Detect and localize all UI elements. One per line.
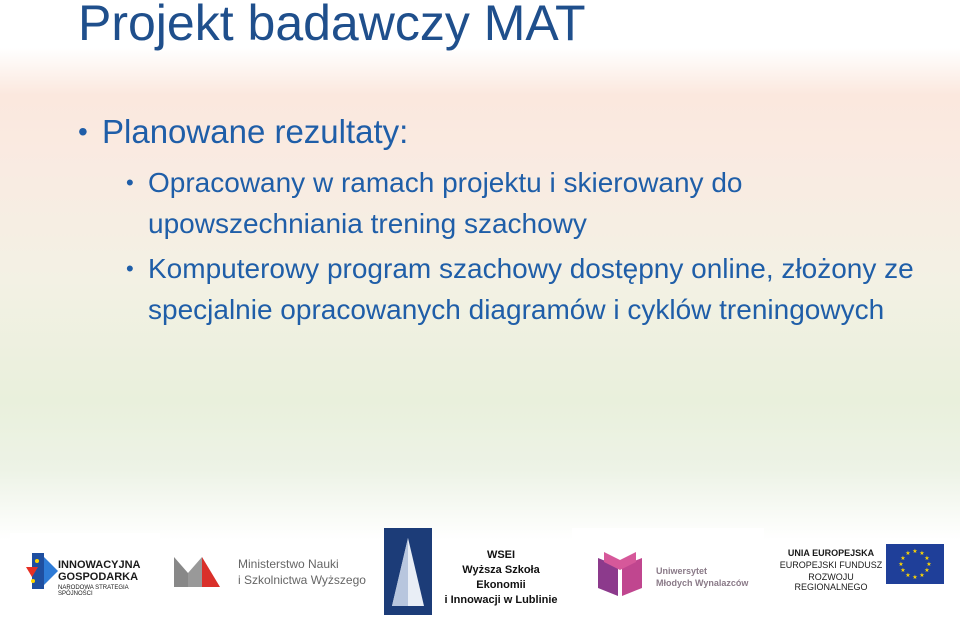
unia-europejska-logo: [770, 538, 950, 603]
wsei-full-name-1: Wyższa Szkoła Ekonomii: [462, 564, 540, 591]
svg-text:★: ★: [912, 548, 918, 555]
svg-text:★: ★: [924, 555, 930, 562]
ig-title-line2: GOSPODARKA: [58, 571, 139, 583]
mn-line2: i Szkolnictwa Wyższego: [238, 573, 366, 587]
svg-text:★: ★: [926, 561, 932, 568]
wsei-emblem: [384, 528, 432, 615]
svg-text:★: ★: [900, 567, 906, 574]
svg-text:★: ★: [919, 572, 925, 579]
ig-subtitle: NARODOWA STRATEGIA SPÓJNOŚCI: [58, 585, 129, 597]
sub-bullet-chess-training: • Opracowany w ramach projektu i skierowany do upowszechniania trening szachowy: [126, 162, 938, 244]
wsei-full-name-2: i Innowacji w Lublinie: [444, 594, 558, 606]
wsei-triangle-icon: [384, 528, 432, 615]
umw-line1: Uniwersytet: [656, 566, 708, 576]
ministerstwo-nauki-logo: [170, 543, 370, 598]
mn-emblem-icon: [174, 557, 222, 587]
svg-text:★: ★: [898, 561, 904, 568]
svg-text:★: ★: [924, 567, 930, 574]
mn-line1: Ministerstwo Nauki: [238, 557, 339, 571]
svg-text:★: ★: [905, 550, 911, 557]
eu-flag-icon: [886, 544, 944, 584]
innowacyjna-gospodarka-logo: [10, 533, 160, 613]
sub-bullet-list: [126, 162, 938, 330]
uniwersytet-mlodych-wynalazcow-logo: [572, 528, 764, 615]
umw-book-icon: [596, 550, 644, 600]
umw-line2: Młodych Wynalazców: [656, 578, 749, 588]
ue-line1: UNIA EUROPEJSKA: [787, 548, 875, 558]
bullet-planned-results: • Planowane rezultaty:: [78, 112, 938, 152]
ue-line2: EUROPEJSKI FUNDUSZ: [779, 560, 883, 570]
sponsor-logo-bar: [0, 528, 960, 615]
wsei-text-logo: [440, 548, 562, 608]
sub-bullet-computer-program: • Komputerowy program szachowy dostępny online, złożony ze specjalnie opracowanych diagramów i cyklów treningowych: [126, 248, 938, 330]
slide-content: [78, 112, 938, 334]
ue-line3: ROZWOJU REGIONALNEGO: [794, 572, 868, 592]
svg-text:★: ★: [912, 574, 918, 581]
svg-text:★: ★: [919, 550, 925, 557]
wsei-name: WSEI: [486, 549, 516, 561]
svg-text:★: ★: [900, 555, 906, 562]
slide-title: Projekt badawczy MAT: [78, 0, 586, 51]
svg-text:★: ★: [905, 572, 911, 579]
ig-title-line1: INNOWACYJNA: [58, 559, 141, 571]
